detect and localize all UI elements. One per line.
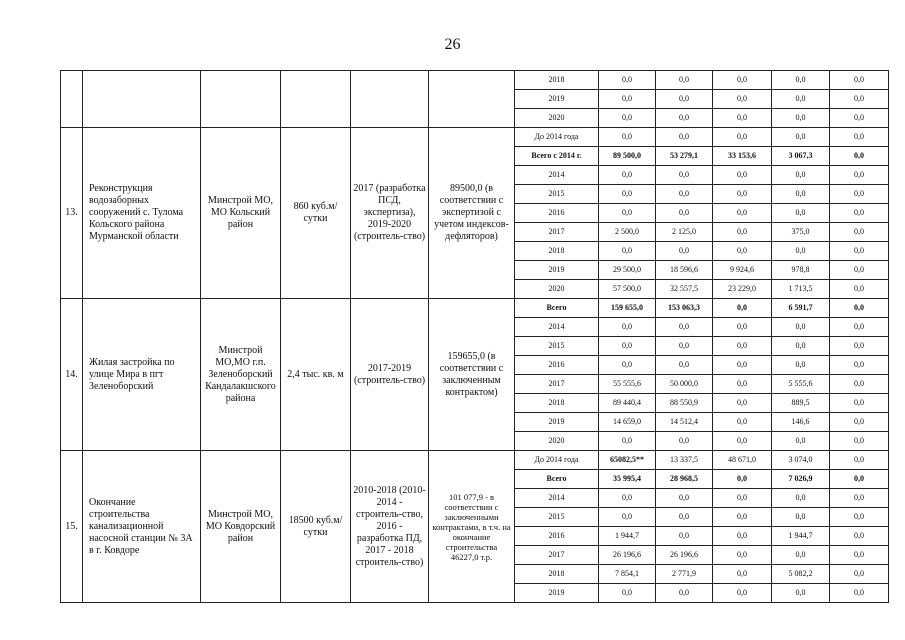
value-cell: 7 854,1 [599, 565, 656, 584]
value-cell: 0,0 [599, 128, 656, 147]
value-cell: 0,0 [599, 508, 656, 527]
value-cell: 0,0 [830, 584, 889, 603]
table-row [61, 71, 889, 90]
value-cell: 18 596,6 [656, 261, 713, 280]
project-capacity: 860 куб.м/ сутки [281, 128, 351, 299]
table-row [61, 299, 889, 318]
project-customer: Минстрой МО, МО Ковдорский район [201, 451, 281, 603]
project-cost: 159655,0 (в соответствии с заключенным контрактом) [429, 299, 515, 451]
value-cell: 29 500,0 [599, 261, 656, 280]
value-cell: 88 550,9 [656, 394, 713, 413]
value-cell: 0,0 [772, 185, 830, 204]
year-cell: Всего [515, 299, 599, 318]
value-cell: 0,0 [599, 584, 656, 603]
value-cell: 0,0 [772, 71, 830, 90]
value-cell: 0,0 [713, 109, 772, 128]
value-cell: 0,0 [713, 432, 772, 451]
table-row [61, 128, 889, 147]
value-cell: 159 655,0 [599, 299, 656, 318]
value-cell: 33 153,6 [713, 147, 772, 166]
value-cell: 0,0 [830, 565, 889, 584]
value-cell: 0,0 [656, 185, 713, 204]
value-cell: 0,0 [713, 489, 772, 508]
value-cell: 32 557,5 [656, 280, 713, 299]
value-cell: 3 067,3 [772, 147, 830, 166]
value-cell: 0,0 [772, 489, 830, 508]
year-cell: 2014 [515, 318, 599, 337]
value-cell: 0,0 [713, 375, 772, 394]
value-cell: 0,0 [599, 318, 656, 337]
value-cell: 0,0 [599, 489, 656, 508]
value-cell: 0,0 [830, 223, 889, 242]
value-cell: 0,0 [656, 337, 713, 356]
value-cell: 89 500,0 [599, 147, 656, 166]
value-cell: 0,0 [656, 71, 713, 90]
value-cell: 0,0 [830, 508, 889, 527]
year-cell: 2016 [515, 356, 599, 375]
empty-cell [83, 71, 201, 128]
value-cell: 14 512,4 [656, 413, 713, 432]
value-cell: 0,0 [830, 432, 889, 451]
value-cell: 0,0 [830, 299, 889, 318]
value-cell: 0,0 [599, 109, 656, 128]
year-cell: 2019 [515, 584, 599, 603]
year-cell: 2020 [515, 109, 599, 128]
value-cell: 0,0 [599, 90, 656, 109]
project-number: 13. [61, 128, 83, 299]
value-cell: 2 771,9 [656, 565, 713, 584]
value-cell: 0,0 [772, 166, 830, 185]
value-cell: 0,0 [656, 242, 713, 261]
value-cell: 0,0 [599, 432, 656, 451]
value-cell: 0,0 [713, 90, 772, 109]
project-capacity: 2,4 тыс. кв. м [281, 299, 351, 451]
value-cell: 0,0 [713, 565, 772, 584]
year-cell: 2014 [515, 166, 599, 185]
year-cell: 2014 [515, 489, 599, 508]
value-cell: 0,0 [772, 318, 830, 337]
value-cell: 5 082,2 [772, 565, 830, 584]
year-cell: Всего с 2014 г. [515, 147, 599, 166]
year-cell: Всего [515, 470, 599, 489]
year-cell: 2018 [515, 565, 599, 584]
year-cell: 2020 [515, 280, 599, 299]
project-period: 2017 (разработка ПСД, экспертиза), 2019-2020 (строитель-ство) [351, 128, 429, 299]
value-cell: 0,0 [599, 166, 656, 185]
project-customer: Минстрой МО, МО Кольский район [201, 128, 281, 299]
value-cell: 0,0 [713, 356, 772, 375]
value-cell: 0,0 [656, 109, 713, 128]
value-cell: 0,0 [656, 432, 713, 451]
value-cell: 0,0 [656, 527, 713, 546]
year-cell: 2017 [515, 375, 599, 394]
value-cell: 0,0 [772, 90, 830, 109]
value-cell: 0,0 [713, 128, 772, 147]
value-cell: 65082,5** [599, 451, 656, 470]
value-cell: 0,0 [656, 584, 713, 603]
page-number: 26 [444, 36, 461, 53]
project-name: Окончание строительства канализационной насосной станции № 3А в г. Ковдоре [83, 451, 201, 603]
value-cell: 0,0 [713, 337, 772, 356]
value-cell: 0,0 [830, 318, 889, 337]
value-cell: 0,0 [713, 185, 772, 204]
year-cell: 2017 [515, 223, 599, 242]
value-cell: 0,0 [656, 204, 713, 223]
value-cell: 0,0 [656, 90, 713, 109]
value-cell: 0,0 [772, 508, 830, 527]
project-name: Реконструкция водозаборных сооружений с. Тулома Кольского района Мурманской области [83, 128, 201, 299]
project-cost: 101 077,9 - в соответствии с заключенными контрактами, в т.ч. на окончание строительства 46227,0 т.р. [429, 451, 515, 603]
value-cell: 0,0 [830, 166, 889, 185]
value-cell: 0,0 [830, 185, 889, 204]
value-cell: 0,0 [713, 584, 772, 603]
value-cell: 0,0 [772, 109, 830, 128]
project-period: 2017-2019 (строитель-ство) [351, 299, 429, 451]
value-cell: 0,0 [599, 71, 656, 90]
value-cell: 0,0 [713, 413, 772, 432]
value-cell: 1 944,7 [599, 527, 656, 546]
value-cell: 0,0 [713, 546, 772, 565]
year-cell: 2019 [515, 90, 599, 109]
value-cell: 0,0 [830, 109, 889, 128]
value-cell: 0,0 [656, 318, 713, 337]
value-cell: 26 196,6 [599, 546, 656, 565]
year-cell: До 2014 года [515, 451, 599, 470]
value-cell: 35 995,4 [599, 470, 656, 489]
value-cell: 0,0 [830, 394, 889, 413]
empty-cell [201, 71, 281, 128]
value-cell: 0,0 [656, 166, 713, 185]
value-cell: 0,0 [830, 261, 889, 280]
table-row [61, 451, 889, 470]
value-cell: 978,8 [772, 261, 830, 280]
value-cell: 889,5 [772, 394, 830, 413]
project-period: 2010-2018 (2010-2014 - строитель-ство, 2016 - разработка ПД, 2017 - 2018 строитель-ство) [351, 451, 429, 603]
value-cell: 0,0 [713, 318, 772, 337]
year-cell: 2015 [515, 185, 599, 204]
value-cell: 0,0 [830, 356, 889, 375]
value-cell: 0,0 [830, 280, 889, 299]
value-cell: 0,0 [713, 470, 772, 489]
investment-table [60, 70, 889, 603]
value-cell: 0,0 [713, 508, 772, 527]
value-cell: 0,0 [599, 242, 656, 261]
year-cell: 2018 [515, 242, 599, 261]
year-cell: 2016 [515, 204, 599, 223]
value-cell: 6 591,7 [772, 299, 830, 318]
value-cell: 0,0 [830, 470, 889, 489]
value-cell: 1 713,5 [772, 280, 830, 299]
year-cell: 2019 [515, 261, 599, 280]
value-cell: 0,0 [713, 394, 772, 413]
project-capacity: 18500 куб.м/ сутки [281, 451, 351, 603]
value-cell: 0,0 [656, 508, 713, 527]
project-customer: Минстрой МО,МО г.п. Зеленоборский Кандалакшского района [201, 299, 281, 451]
value-cell: 0,0 [713, 204, 772, 223]
value-cell: 57 500,0 [599, 280, 656, 299]
value-cell: 0,0 [830, 546, 889, 565]
empty-cell [281, 71, 351, 128]
value-cell: 89 440,4 [599, 394, 656, 413]
value-cell: 0,0 [713, 71, 772, 90]
value-cell: 26 196,6 [656, 546, 713, 565]
value-cell: 0,0 [713, 299, 772, 318]
value-cell: 0,0 [830, 337, 889, 356]
empty-cell [351, 71, 429, 128]
value-cell: 53 279,1 [656, 147, 713, 166]
value-cell: 0,0 [772, 128, 830, 147]
value-cell: 0,0 [713, 527, 772, 546]
value-cell: 375,0 [772, 223, 830, 242]
year-cell: До 2014 года [515, 128, 599, 147]
value-cell: 2 500,0 [599, 223, 656, 242]
value-cell: 0,0 [772, 242, 830, 261]
value-cell: 2 125,0 [656, 223, 713, 242]
year-cell: 2020 [515, 432, 599, 451]
value-cell: 0,0 [713, 242, 772, 261]
value-cell: 3 074,0 [772, 451, 830, 470]
year-cell: 2017 [515, 546, 599, 565]
value-cell: 0,0 [830, 451, 889, 470]
value-cell: 14 659,0 [599, 413, 656, 432]
value-cell: 0,0 [656, 356, 713, 375]
value-cell: 0,0 [713, 223, 772, 242]
value-cell: 0,0 [830, 489, 889, 508]
value-cell: 13 337,5 [656, 451, 713, 470]
value-cell: 0,0 [830, 242, 889, 261]
value-cell: 0,0 [772, 584, 830, 603]
value-cell: 0,0 [599, 204, 656, 223]
year-cell: 2015 [515, 508, 599, 527]
value-cell: 0,0 [830, 71, 889, 90]
value-cell: 0,0 [599, 356, 656, 375]
year-cell: 2018 [515, 394, 599, 413]
project-cost: 89500,0 (в соответствии с экспертизой с учетом индексов-дефляторов) [429, 128, 515, 299]
value-cell: 55 555,6 [599, 375, 656, 394]
project-name: Жилая застройка по улице Мира в пгт Зеленоборский [83, 299, 201, 451]
value-cell: 0,0 [772, 204, 830, 223]
project-number: 14. [61, 299, 83, 451]
value-cell: 48 671,0 [713, 451, 772, 470]
value-cell: 23 229,0 [713, 280, 772, 299]
value-cell: 0,0 [830, 90, 889, 109]
value-cell: 0,0 [830, 204, 889, 223]
value-cell: 0,0 [656, 489, 713, 508]
value-cell: 0,0 [830, 128, 889, 147]
empty-cell [61, 71, 83, 128]
empty-cell [429, 71, 515, 128]
value-cell: 0,0 [772, 546, 830, 565]
value-cell: 0,0 [599, 337, 656, 356]
value-cell: 0,0 [713, 166, 772, 185]
value-cell: 0,0 [656, 128, 713, 147]
value-cell: 5 555,6 [772, 375, 830, 394]
value-cell: 9 924,6 [713, 261, 772, 280]
value-cell: 50 000,0 [656, 375, 713, 394]
value-cell: 0,0 [772, 337, 830, 356]
value-cell: 28 968,5 [656, 470, 713, 489]
year-cell: 2019 [515, 413, 599, 432]
value-cell: 7 026,9 [772, 470, 830, 489]
value-cell: 1 944,7 [772, 527, 830, 546]
value-cell: 0,0 [830, 413, 889, 432]
value-cell: 0,0 [772, 432, 830, 451]
value-cell: 0,0 [599, 185, 656, 204]
year-cell: 2018 [515, 71, 599, 90]
value-cell: 0,0 [830, 375, 889, 394]
value-cell: 0,0 [830, 147, 889, 166]
year-cell: 2016 [515, 527, 599, 546]
value-cell: 153 063,3 [656, 299, 713, 318]
value-cell: 146,6 [772, 413, 830, 432]
value-cell: 0,0 [830, 527, 889, 546]
year-cell: 2015 [515, 337, 599, 356]
project-number: 15. [61, 451, 83, 603]
value-cell: 0,0 [772, 356, 830, 375]
